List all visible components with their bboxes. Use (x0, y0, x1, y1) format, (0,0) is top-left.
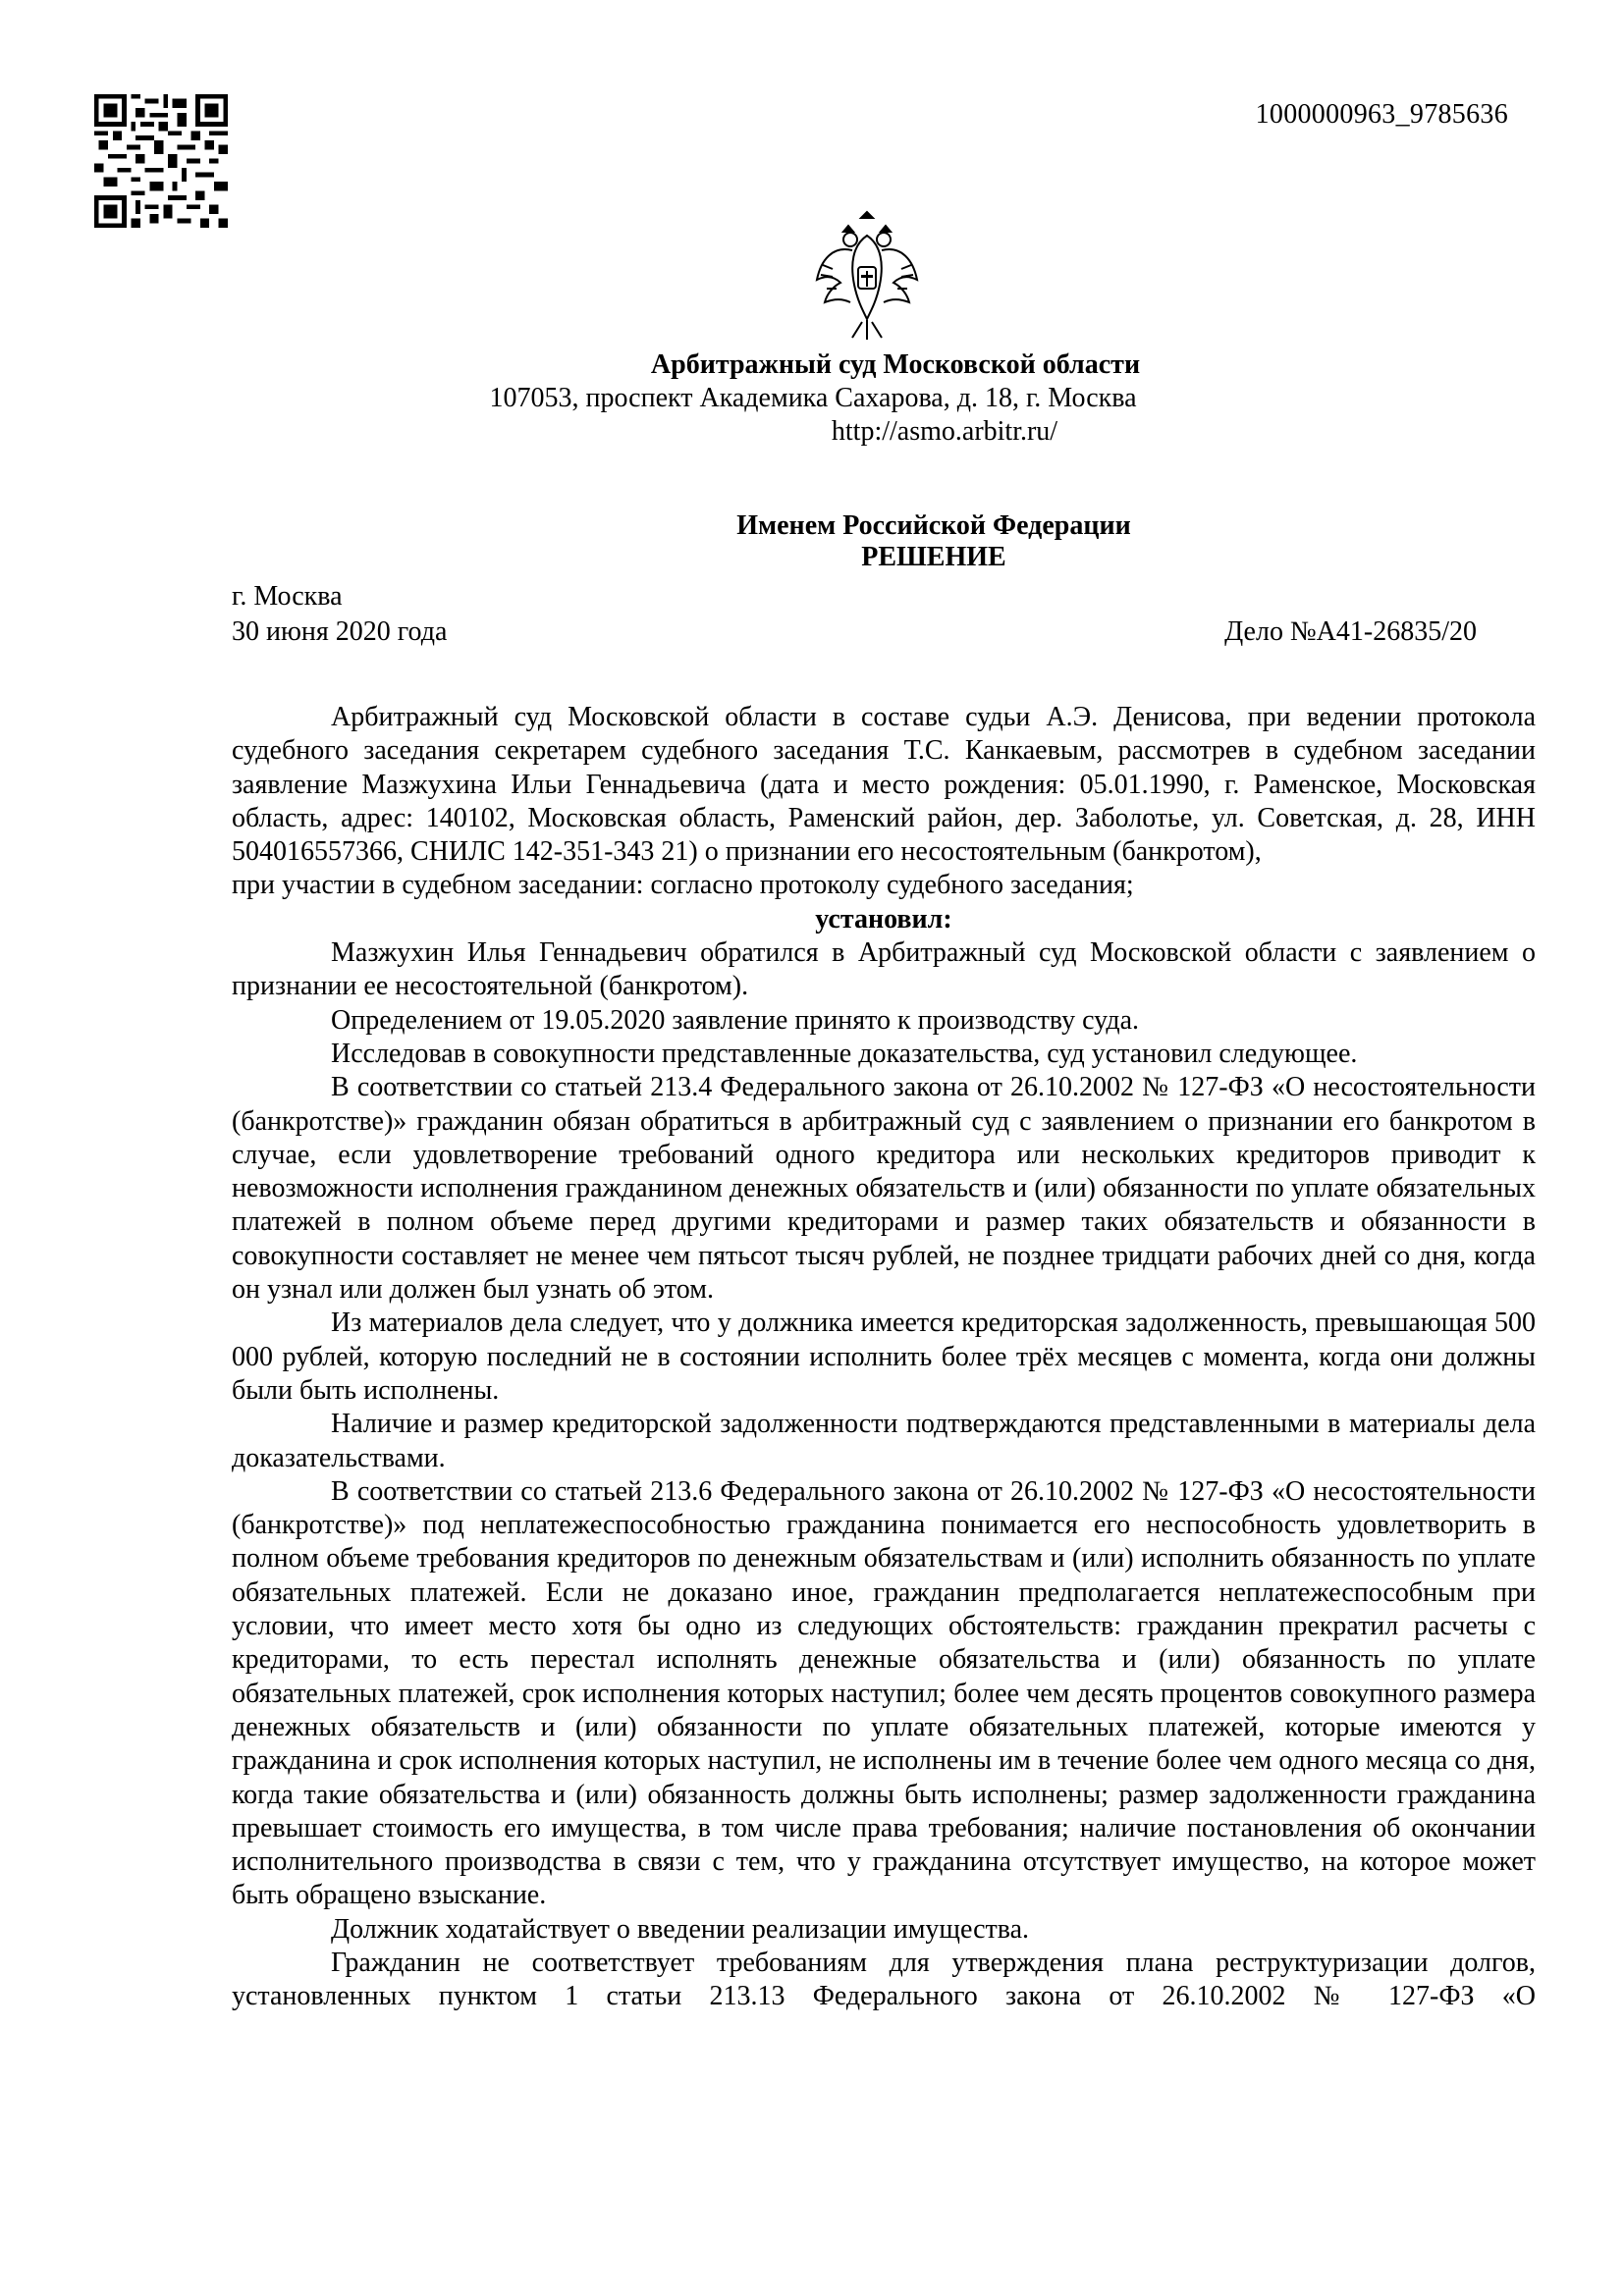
court-name: Арбитражный суд Московской области (650, 349, 1141, 380)
city: г. Москва (232, 581, 343, 612)
decision-header (0, 510, 1624, 573)
double-headed-eagle-emblem-icon (813, 206, 921, 344)
place-and-date (232, 579, 447, 650)
court-address: 107053, проспект Академика Сахарова, д. 18, г. Москва (489, 383, 1137, 413)
decision-body (232, 701, 1536, 2014)
paragraph: Арбитражный суд Московской области в составе судьи А.Э. Денисова, при ведении протокола судебного заседания секретарем судебного заседания Т.С. Канкаевым, рассмотрев в судебном заседании заявление Мазжухина Ильи Геннадьевича (дата и место рождения: 05.01.1990, г. Раменское, Московская область, адрес: 140102, Московская область, Раменский район, дер. Заболотье, ул. Советская, д. 28, ИНН 504016557366, СНИЛС 142-351-343 21) о признании его несостоятельным (банкротом), (232, 702, 1536, 868)
decision-date: 30 июня 2020 года (232, 616, 448, 647)
decision-title: РЕШЕНИЕ (861, 542, 1006, 572)
in-the-name-line: Именем Российской Федерации (736, 510, 1131, 541)
case-number: Дело №А41-26835/20 (1224, 616, 1477, 647)
paragraph: Наличие и размер кредиторской задолженности подтверждаются представленными в материалы дела доказательствами. (232, 1409, 1536, 1473)
paragraph: Из материалов дела следует, что у должника имеется кредиторская задолженность, превышающая 500 000 рублей, которую последний не в состоянии исполнить более трёх месяцев с момента, когда они должны были быть исполнены. (232, 1308, 1536, 1406)
paragraph: Мазжухин Илья Геннадьевич обратился в Арбитражный суд Московской области с заявлением о признании ее несостоятельной (банкротом). (232, 937, 1536, 1002)
paragraph: Исследовав в совокупности представленные доказательства, суд установил следующее. (331, 1038, 1358, 1069)
paragraph: Определением от 19.05.2020 заявление принято к производству суда. (331, 1004, 1140, 1036)
established-heading: установил: (815, 903, 952, 934)
paragraph: В соответствии со статьей 213.4 Федерального закона от 26.10.2002 № 127-ФЗ «О несостоятельности (банкротстве)» гражданин обязан обратиться в арбитражный суд с заявлением о признании его банкротом в случае, если удовлетворение требований одного кредитора или нескольких кредиторов приводит к невозможности исполнения гражданином денежных обязательств и (или) обязанности по уплате обязательных платежей в полном объеме перед другими кредиторами и размер таких обязательств и обязанности в совокупности составляет не менее чем пятьсот тысяч рублей, не позднее тридцати рабочих дней со дня, когда он узнал или должен был узнать об этом. (232, 1072, 1536, 1306)
paragraph: Гражданин не соответствует требованиям для утверждения плана реструктуризации долгов, установленных пунктом 1 статьи 213.13 Федерального закона от 26.10.2002 № 127-ФЗ «О (232, 1947, 1536, 2012)
court-header (0, 348, 1624, 449)
paragraph: В соответствии со статьей 213.6 Федерального закона от 26.10.2002 № 127-ФЗ «О несостоятельности (банкротстве)» под неплатежеспособностью гражданина понимается его неспособность удовлетворить в полном объеме требования кредиторов по денежным обязательствам и (или) исполнить обязанность по уплате обязательных платежей. Если не доказано иное, гражданин предполагается неплатежеспособным при условии, что имеет место хотя бы одно из следующих обстоятельств: гражданин прекратил расчеты с кредиторами, то есть перестал исполнять денежные обязательства и (или) обязанность по уплате обязательных платежей, срок исполнения которых наступил; более чем десять процентов совокупного размера денежных обязательств и (или) обязанности по уплате обязательных платежей, которые имеются у гражданина и срок исполнения которых наступил, не исполнены им в течение более чем одного месяца со дня, когда такие обязательства и (или) обязанность должны быть исполнены; размер задолженности гражданина превышает стоимость его имущества, в том числе права требования; наличие постановления об окончании исполнительного производства в связи с тем, что у гражданина отсутствует имущество, на которое может быть обращено взыскание. (232, 1475, 1536, 1911)
paragraph: Должник ходатайствует о введении реализации имущества. (331, 1913, 1030, 1945)
court-website: http://asmo.arbitr.ru/ (831, 416, 1058, 447)
paragraph: при участии в судебном заседании: согласно протоколу судебного заседания; (232, 870, 1134, 901)
qr-code-icon (94, 94, 228, 228)
document-id: 1000000963_9785636 (1255, 99, 1508, 130)
